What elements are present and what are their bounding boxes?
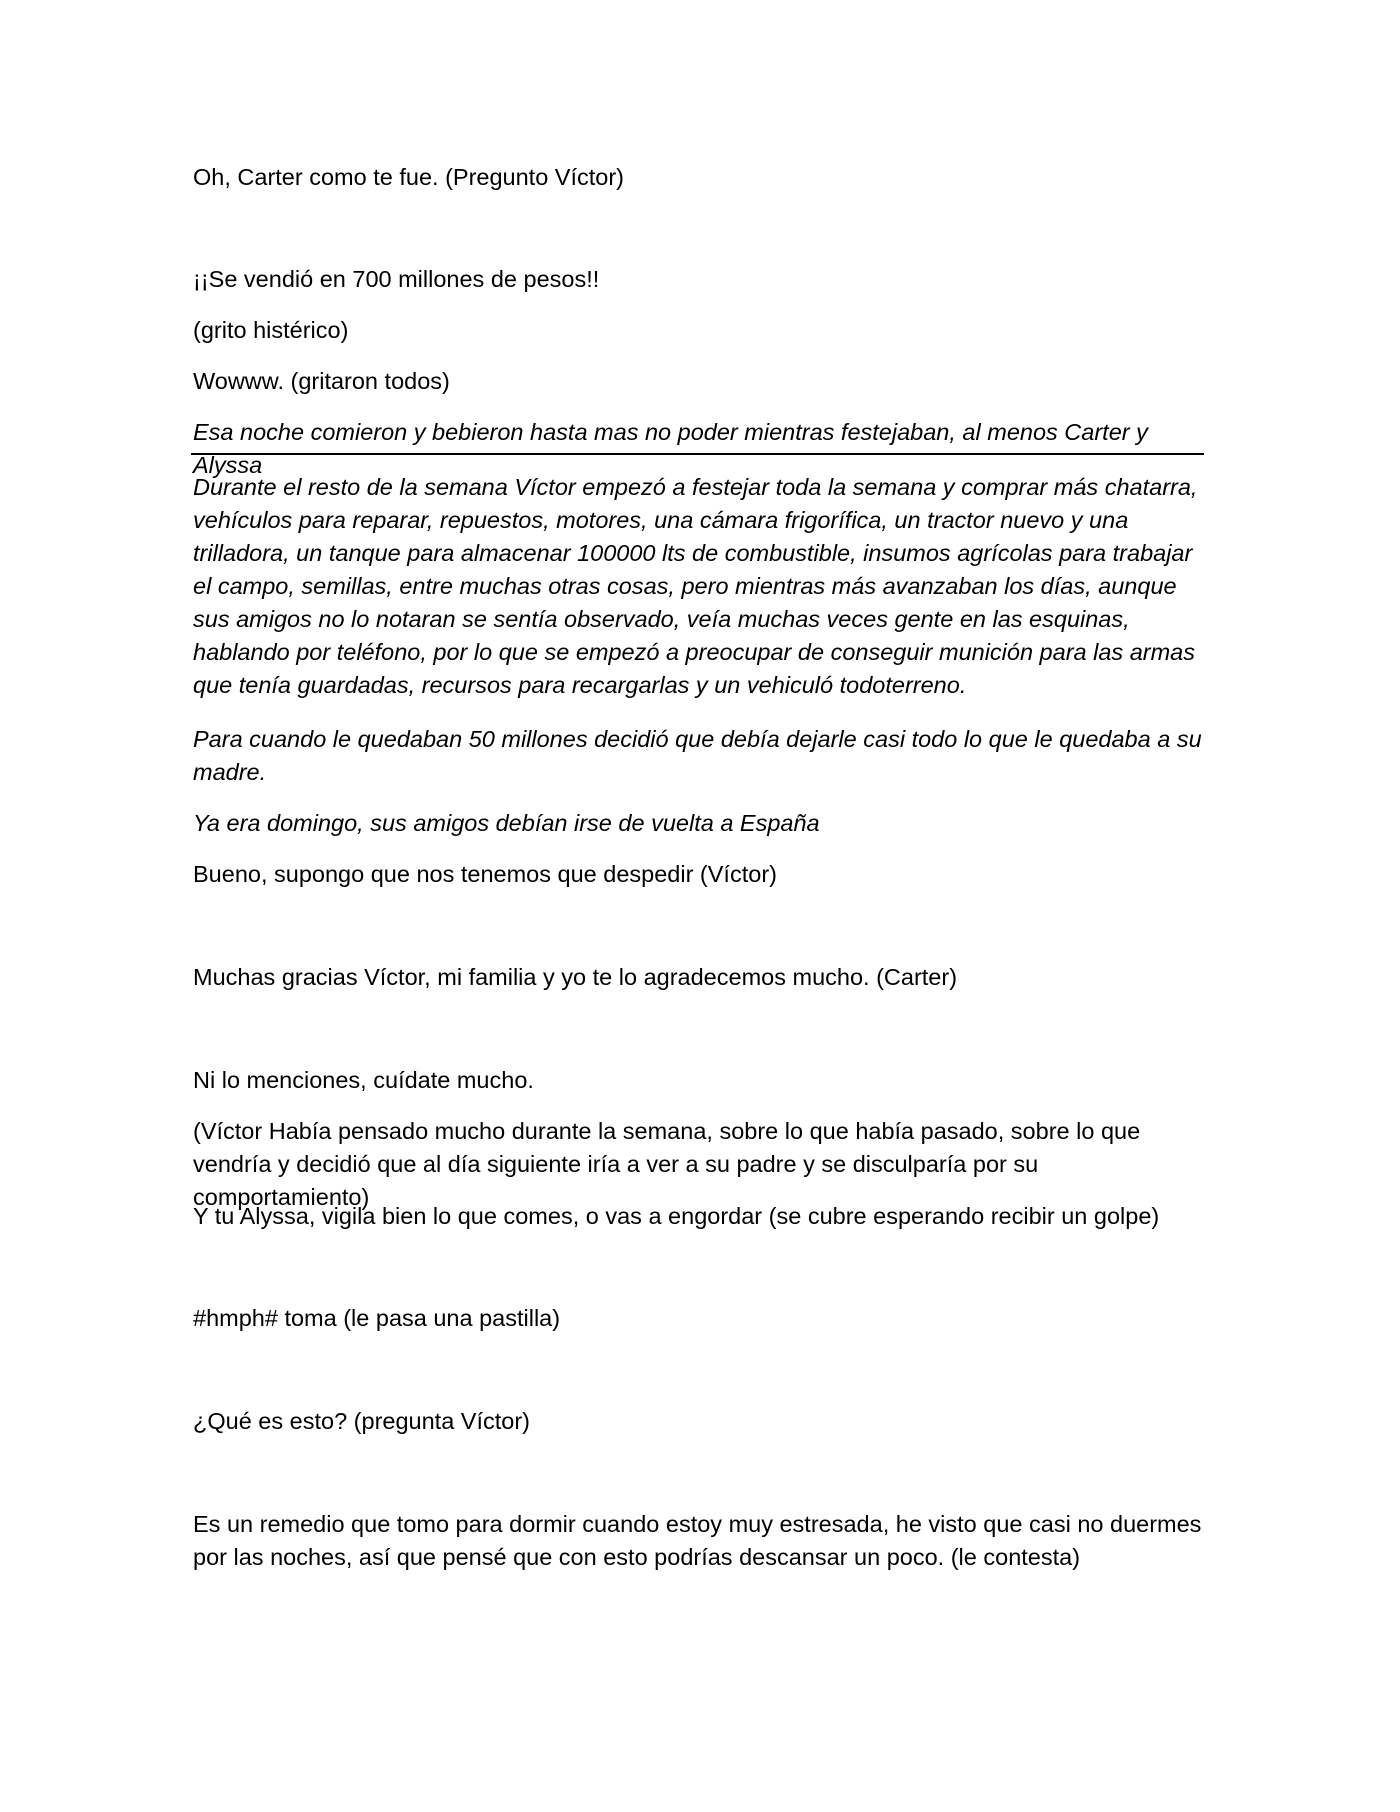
paragraph-1: Oh, Carter como te fue. (Pregunto Víctor): [193, 164, 625, 190]
horizontal-rule: [191, 453, 1204, 455]
paragraph-7: Para cuando le quedaban 50 millones decidió que debía dejarle casi todo lo que le quedaba a su madre.: [193, 726, 1202, 785]
paragraph-2: ¡¡Se vendió en 700 millones de pesos!!: [193, 266, 600, 292]
paragraph-6: Durante el resto de la semana Víctor empezó a festejar toda la semana y comprar más chatarra, vehículos para reparar, repuestos, motores, una cámara frigorífica, un tractor nuevo y una trilladora, un tanque para almacenar 100000 lts de combustible, insumos agrícolas para trabajar el campo, semillas, entre muchas otras cosas, pero mientras más avanzaban los días, aunque sus amigos no lo notaran se sentía observado, veía muchas veces gente en las esquinas, hablando por teléfono, por lo que se empezó a preocupar de conseguir munición para las armas que tenía guardadas, recursos para recargarlas y un vehiculó todoterreno.: [193, 474, 1198, 698]
paragraph-16: Es un remedio que tomo para dormir cuando estoy muy estresada, he visto que casi no duermes por las noches, así que pensé que con esto podrías descansar un poco. (le contesta): [193, 1511, 1202, 1570]
paragraph-4: Wowww. (gritaron todos): [193, 368, 450, 394]
paragraph-15: ¿Qué es esto? (pregunta Víctor): [193, 1408, 530, 1434]
paragraph-13: Y tu Alyssa, vigila bien lo que comes, o vas a engordar (se cubre esperando recibir un golpe): [193, 1203, 1160, 1229]
paragraph-3: (grito histérico): [193, 317, 349, 343]
paragraph-12: (Víctor Había pensado mucho durante la semana, sobre lo que había pasado, sobre lo que vendría y decidió que al día siguiente iría a ver a su padre y se disculparía por su comportamiento): [193, 1118, 1141, 1210]
paragraph-9: Bueno, supongo que nos tenemos que despedir (Víctor): [193, 861, 777, 887]
paragraph-8: Ya era domingo, sus amigos debían irse de vuelta a España: [193, 810, 820, 836]
paragraph-5: Esa noche comieron y bebieron hasta mas no poder mientras festejaban, al menos Carter y Alyssa: [193, 419, 1148, 478]
paragraph-11: Ni lo menciones, cuídate mucho.: [193, 1067, 534, 1093]
paragraph-10: Muchas gracias Víctor, mi familia y yo te lo agradecemos mucho. (Carter): [193, 964, 958, 990]
paragraph-14: #hmph# toma (le pasa una pastilla): [193, 1305, 561, 1331]
